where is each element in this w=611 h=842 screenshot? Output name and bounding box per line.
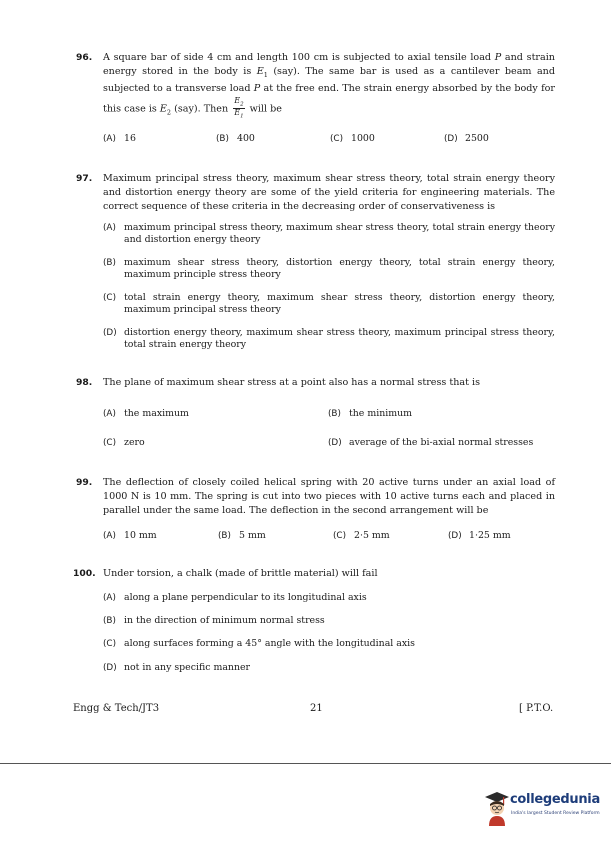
- logo-name: collegedunia: [510, 792, 600, 807]
- question-text: A square bar of side 4 cm and length 100 cm is subjected to axial tensile load P and strain energy stored in the body is $E_1$ (say). The same bar is used as a cantilever beam and subjected to a transverse load P at the free end. The strain energy absorbed by the body for this case is $E_2$ (say). Then $\frac{E_2}{E_1}$ will be: [103, 52, 556, 120]
- q98-option-b[interactable]: (B) the minimum: [328, 408, 413, 419]
- question-text: Maximum principal stress theory, maximum shear stress theory, total strain energy theory and distortion energy theory are some of the yield criteria for engineering materials. The correct sequence of these criteria in the decreasing order of conservativeness is: [103, 173, 555, 213]
- q97-option-a[interactable]: (A) maximum principal stress theory, maximum shear stress theory, total strain energy theory and distortion energy theory: [103, 222, 555, 246]
- q96-option-d[interactable]: (D) 2500: [444, 133, 489, 144]
- q100-option-d[interactable]: (D) not in any specific manner: [103, 662, 251, 673]
- q98-option-a[interactable]: (A) the maximum: [103, 408, 189, 419]
- question-number: 98.: [76, 377, 93, 388]
- divider-line: [0, 763, 611, 764]
- graduate-mascot-icon: [484, 790, 510, 826]
- q96-option-c[interactable]: (C) 1000: [330, 133, 375, 144]
- footer-paper-code: Engg & Tech/JT3: [73, 703, 160, 714]
- q100-option-b[interactable]: (B) in the direction of minimum normal stress: [103, 615, 325, 626]
- q97-option-b[interactable]: (B) maximum shear stress theory, distortion energy theory, total strain energy theory, maximum principle stress theory: [103, 257, 555, 281]
- q96-option-b[interactable]: (B) 400: [216, 133, 255, 144]
- footer-pto: [ P.T.O.: [519, 703, 554, 714]
- fraction-e2-over-e1: $\frac{E_2}{E_1}$: [234, 95, 244, 120]
- question-text: The plane of maximum shear stress at a point also has a normal stress that is: [103, 377, 481, 388]
- q96-option-a[interactable]: (A) 16: [103, 133, 136, 144]
- q99-option-a[interactable]: (A) 10 mm: [103, 530, 157, 541]
- q97-option-c[interactable]: (C) total strain energy theory, maximum shear stress theory, distortion energy theory, maximum principal stress theory: [103, 292, 555, 316]
- q99-option-d[interactable]: (D) 1·25 mm: [448, 530, 511, 541]
- logo-tagline: India's largest Student Review Platform: [511, 811, 600, 816]
- question-number: 96.: [76, 52, 93, 63]
- q97-option-d[interactable]: (D) distortion energy theory, maximum shear stress theory, maximum principal stress theory, total strain energy theory: [103, 327, 555, 351]
- q98-option-c[interactable]: (C) zero: [103, 437, 145, 448]
- q98-option-d[interactable]: (D) average of the bi-axial normal stresses: [328, 437, 534, 448]
- q99-option-c[interactable]: (C) 2·5 mm: [333, 530, 390, 541]
- question-number: 100.: [73, 568, 96, 579]
- question-number: 99.: [76, 477, 93, 488]
- question-number: 97.: [76, 173, 93, 184]
- q100-option-c[interactable]: (C) along surfaces forming a 45° angle with the longitudinal axis: [103, 638, 415, 649]
- collegedunia-logo: [484, 790, 604, 830]
- question-text: The deflection of closely coiled helical spring with 20 active turns under an axial load of 1000 N is 10 mm. The spring is cut into two pieces with 10 active turns each and placed in parallel under the same load. The deflection in the second arrangement will be: [103, 477, 555, 517]
- question-text: Under torsion, a chalk (made of brittle material) will fail: [103, 568, 378, 579]
- footer-page-number: 21: [310, 703, 323, 714]
- q100-option-a[interactable]: (A) along a plane perpendicular to its longitudinal axis: [103, 592, 367, 603]
- q99-option-b[interactable]: (B) 5 mm: [218, 530, 266, 541]
